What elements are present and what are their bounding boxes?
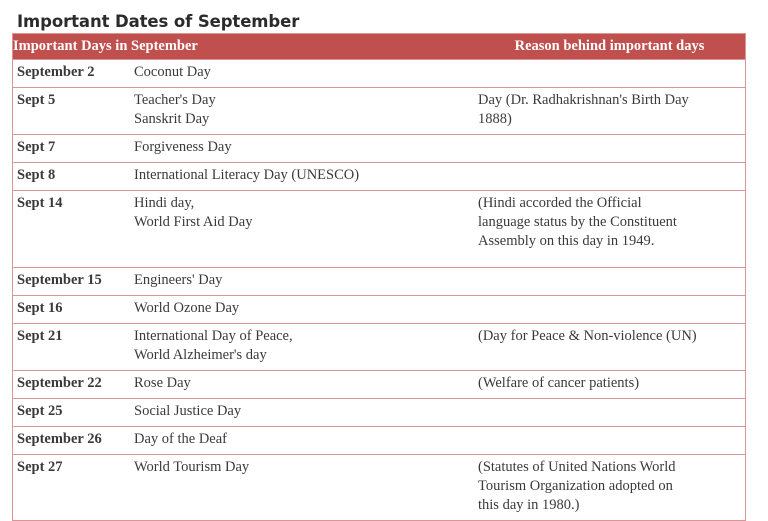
cell-line: Day of the Deaf <box>134 431 227 447</box>
cell-line: Sept 25 <box>17 403 63 419</box>
cell-line: International Day of Peace, <box>134 328 293 344</box>
cell-line: (Day for Peace & Non-violence (UN) <box>478 328 697 344</box>
table-row <box>13 427 745 455</box>
cell-day-name <box>130 60 474 88</box>
cell-line: September 2 <box>17 64 95 80</box>
cell-date <box>13 427 130 455</box>
table-row <box>13 88 745 135</box>
table-body <box>13 60 745 521</box>
cell-day-name <box>130 399 474 427</box>
cell-line: this day in 1980.) <box>478 497 580 513</box>
column-header-reason: Reason behind important days <box>474 34 745 60</box>
cell-date <box>13 371 130 399</box>
cell-line: Assembly on this day in 1949. <box>478 233 655 249</box>
cell-day-name <box>130 324 474 371</box>
cell-reason <box>474 163 745 191</box>
table-row <box>13 296 745 324</box>
cell-date <box>13 455 130 521</box>
table-row <box>13 191 745 268</box>
cell-reason <box>474 399 745 427</box>
table-row <box>13 455 745 521</box>
cell-line: Forgiveness Day <box>134 139 232 155</box>
table-row <box>13 324 745 371</box>
cell-day-name <box>130 135 474 163</box>
cell-reason <box>474 88 745 135</box>
cell-day-name <box>130 163 474 191</box>
table-row <box>13 163 745 191</box>
cell-day-name <box>130 371 474 399</box>
cell-line: (Statutes of United Nations World <box>478 459 676 475</box>
cell-line: Sept 14 <box>17 195 63 211</box>
cell-line: 1888) <box>478 111 512 127</box>
cell-day-name <box>130 455 474 521</box>
important-dates-table <box>13 34 745 520</box>
cell-day-name <box>130 268 474 296</box>
cell-reason <box>474 60 745 88</box>
cell-line: World Alzheimer's day <box>134 347 267 363</box>
cell-reason <box>474 371 745 399</box>
cell-line: Engineers' Day <box>134 272 223 288</box>
important-dates-table-container <box>12 33 746 521</box>
cell-date <box>13 268 130 296</box>
page-title: Important Dates of September <box>17 12 299 36</box>
cell-reason <box>474 191 745 268</box>
cell-line: Sept 27 <box>17 459 63 475</box>
cell-line: World Ozone Day <box>134 300 240 316</box>
cell-date <box>13 163 130 191</box>
cell-line: (Welfare of cancer patients) <box>478 375 640 391</box>
cell-date <box>13 191 130 268</box>
cell-line: International Literacy Day (UNESCO) <box>134 167 360 183</box>
table-row <box>13 371 745 399</box>
cell-line: language status by the Constituent <box>478 214 677 230</box>
cell-date <box>13 88 130 135</box>
cell-reason <box>474 455 745 521</box>
cell-line: Social Justice Day <box>134 403 242 419</box>
cell-line: World Tourism Day <box>134 459 250 475</box>
cell-date <box>13 60 130 88</box>
column-header-important-days: Important Days in September <box>13 34 474 60</box>
cell-line: Sept 16 <box>17 300 63 316</box>
cell-line: Sanskrit Day <box>134 111 210 127</box>
cell-line: World First Aid Day <box>134 214 253 230</box>
cell-line: Sept 7 <box>17 139 56 155</box>
cell-date <box>13 135 130 163</box>
cell-reason <box>474 324 745 371</box>
cell-line: Day (Dr. Radhakrishnan's Birth Day <box>478 92 689 108</box>
table-row <box>13 60 745 88</box>
cell-line: Coconut Day <box>134 64 211 80</box>
cell-line: Sept 8 <box>17 167 56 183</box>
cell-line: Sept 21 <box>17 328 63 344</box>
cell-line: September 15 <box>17 272 102 288</box>
cell-line: Sept 5 <box>17 92 56 108</box>
cell-line: (Hindi accorded the Official <box>478 195 642 211</box>
cell-day-name <box>130 88 474 135</box>
cell-line: Hindi day, <box>134 195 195 211</box>
table-row <box>13 399 745 427</box>
cell-line: September 26 <box>17 431 102 447</box>
cell-reason <box>474 268 745 296</box>
cell-date <box>13 399 130 427</box>
cell-line: September 22 <box>17 375 102 391</box>
cell-reason <box>474 135 745 163</box>
cell-day-name <box>130 427 474 455</box>
table-header <box>13 34 745 60</box>
cell-date <box>13 296 130 324</box>
cell-day-name <box>130 296 474 324</box>
cell-reason <box>474 427 745 455</box>
cell-date <box>13 324 130 371</box>
cell-day-name <box>130 191 474 268</box>
cell-line: Tourism Organization adopted on <box>478 478 673 494</box>
table-header-row <box>13 34 745 60</box>
cell-line: Rose Day <box>134 375 191 391</box>
table-row <box>13 135 745 163</box>
table-row <box>13 268 745 296</box>
cell-reason <box>474 296 745 324</box>
cell-line: Teacher's Day <box>134 92 216 108</box>
